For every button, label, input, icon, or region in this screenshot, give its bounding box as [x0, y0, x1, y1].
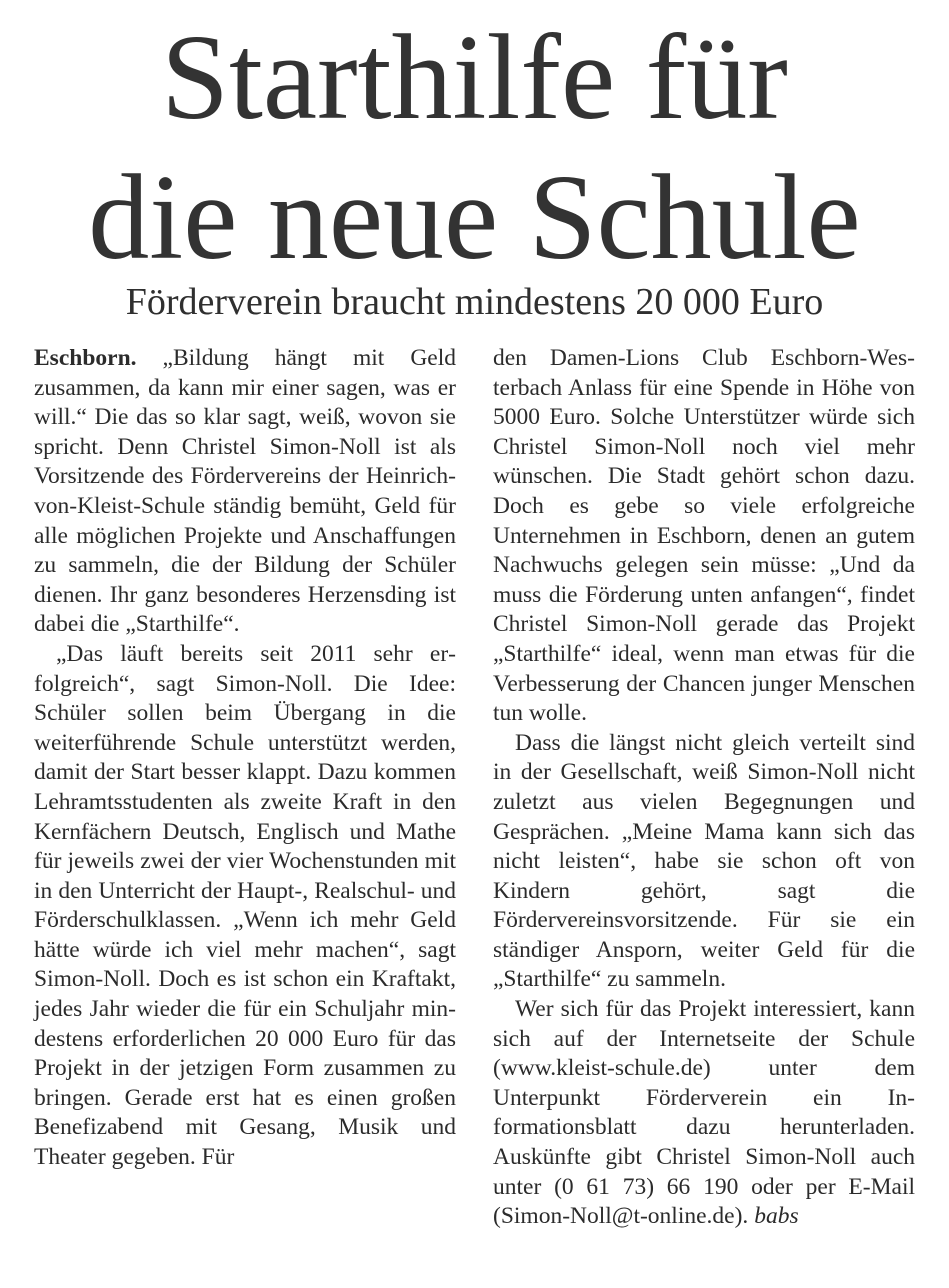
- paragraph-text: „Bildung hängt mit Geld zusammen, da kann mir einer sagen, was er will.“ Die das so klar sagt, weiß, wovon sie spricht. Denn Christel Simon-Noll ist als Vorsitzende des Fördervereins der Heinrich-von-Kleist-Schule ständig bemüht, Geld für alle möglichen Projekte und Anschaffungen zu sammeln, die der Bildung der Schüler dienen. Ihr ganz besonderes Herzensding ist dabei die „Starthilfe“.: [34, 345, 456, 638]
- paragraph-text: Wer sich für das Projekt interessiert, kann sich auf der Internetseite der Schule (www.kleist-schule.de) unter dem Unterpunkt Förderverein ein Informationsblatt dazu herunterladen. Auskünfte gibt Christel Simon-Noll auch unter (0 61 73) 66 190 oder per E-Mail (Simon-Noll@t-online.de).: [493, 996, 915, 1230]
- subheadline: Förderverein braucht mindestens 20 000 Euro: [125, 281, 824, 323]
- paragraph: [34, 344, 456, 640]
- article-column-right: [493, 344, 915, 1232]
- article-column-left: [34, 344, 456, 1173]
- headline-line-2: die neue Schule: [88, 150, 861, 285]
- dateline: Eschborn.: [34, 345, 137, 371]
- paragraph: „Das läuft bereits seit 2011 sehr erfolgreich“, sagt Simon-Noll. Die Idee: Schüler sollen beim Übergang in die weiterführende Schule unterstützt werden, damit der Start besser klappt. Dazu kommen Lehramtsstudenten als zweite Kraft in den Kernfächern Deutsch, Englisch und Mathe für jeweils zwei der vier Wochenstunden mit in den Unterricht der Haupt-, Realschul- und Förderschulklassen. „Wenn ich mehr Geld hätte würde ich viel mehr machen“, sagt Simon-Noll. Doch es ist schon ein Kraftakt, jedes Jahr wieder die für ein Schuljahr mindestens erforderlichen 20 000 Euro für das Projekt in der jetzigen Form zusammen zu bringen. Gerade erst hat es einen großen Benefizabend mit Gesang, Musik und Theater gegeben. Für: [34, 640, 456, 1171]
- paragraph: den Damen-Lions Club Eschborn-Westerbach Anlass für eine Spende in Höhe von 5000 Euro. Solche Unterstützer würde sich Christel Simon-Noll noch viel mehr wünschen. Die Stadt gehört schon dazu. Doch es gebe so viele erfolgreiche Unternehmen in Eschborn, denen an gutem Nachwuchs gelegen sein müsse: „Und da muss die Förderung unten anfangen“, findet Christel Simon-Noll gerade das Projekt „Starthilfe“ ideal, wenn man etwas für die Verbesserung der Chancen junger Menschen tun wolle.: [493, 345, 915, 727]
- headline: [0, 8, 949, 288]
- headline-line-1: Starthilfe für: [161, 10, 788, 145]
- paragraph: Dass die längst nicht gleich verteilt sind in der Gesellschaft, weiß Simon-Noll nicht zuletzt aus vielen Begegnungen und Gesprächen. „Meine Mama kann sich das nicht leisten“, habe sie schon oft von Kindern gehört, sagt die Fördervereinsvorsitzende. Für sie ein ständiger Ansporn, weiter Geld für die „Starthilfe“ zu sammeln.: [493, 729, 915, 993]
- paragraph: [493, 995, 915, 1232]
- author-initials: babs: [754, 1203, 799, 1230]
